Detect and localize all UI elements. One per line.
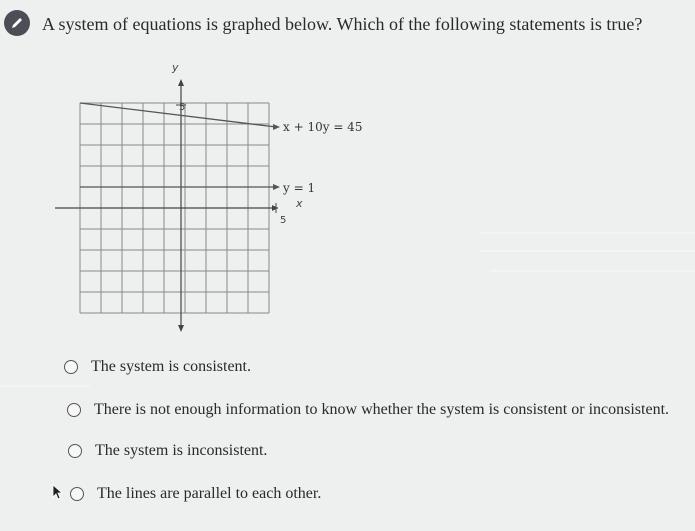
- option-label: There is not enough information to know whether the system is consistent or inconsistent.: [94, 401, 670, 418]
- x-axis-label: x: [296, 197, 303, 210]
- option-label: The system is inconsistent.: [95, 442, 268, 459]
- option-label: The system is consistent.: [91, 358, 251, 375]
- line1-arrow: [273, 124, 280, 130]
- line1-label: x + 10y = 45: [283, 120, 363, 134]
- question-text: A system of equations is graphed below. Which of the following statements is true?: [42, 14, 643, 34]
- glare-streak: [480, 250, 695, 252]
- edit-pencil-icon: [4, 10, 30, 36]
- y-tick-label: 5: [179, 102, 186, 113]
- line-x-plus-10y-45: [80, 103, 276, 127]
- y-axis-arrow-up: [178, 79, 184, 86]
- radio-button[interactable]: [67, 403, 81, 417]
- option-parallel[interactable]: [70, 485, 321, 503]
- option-consistent[interactable]: [64, 358, 251, 376]
- y-axis-label: y: [172, 61, 179, 74]
- line2-label: y = 1: [283, 181, 316, 195]
- option-not-enough-info[interactable]: [67, 401, 669, 419]
- option-label: The lines are parallel to each other.: [97, 485, 322, 502]
- coordinate-graph: [0, 55, 380, 345]
- mouse-pointer-icon: [52, 484, 64, 500]
- glare-streak: [0, 385, 90, 387]
- radio-button[interactable]: [68, 444, 82, 458]
- radio-button[interactable]: [64, 360, 78, 374]
- x-axis-arrow: [272, 205, 278, 211]
- line2-arrow: [273, 184, 280, 190]
- glare-streak: [480, 232, 695, 234]
- x-tick-label: 5: [280, 215, 287, 226]
- radio-button[interactable]: [70, 487, 84, 501]
- option-inconsistent[interactable]: [68, 442, 267, 460]
- y-axis-arrow-down: [178, 325, 184, 332]
- glare-streak: [490, 270, 695, 272]
